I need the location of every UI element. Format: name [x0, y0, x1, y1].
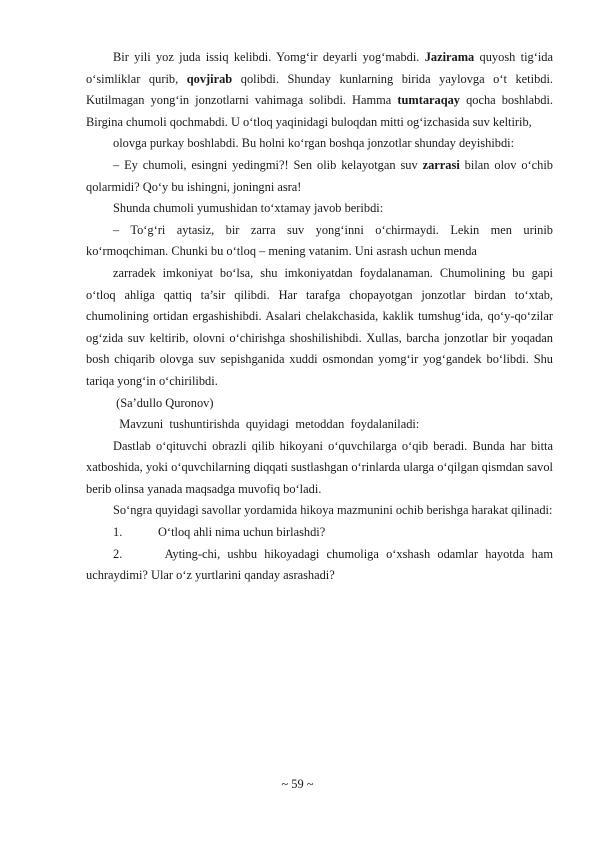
document-body [86, 47, 553, 587]
bold-term-tumtaraqay: tumtaraqay [397, 93, 460, 108]
text-run: Bir yili yoz juda issiq kelibdi. Yomg‘ir deyarli yog‘mabdi. [113, 50, 425, 64]
question-item-1 [86, 522, 553, 544]
method-heading: Mavzuni tushuntirishda quyidagi metoddan foydalaniladi: [113, 417, 420, 432]
question-item-2 [86, 544, 553, 587]
paragraph-4: Shunda chumoli yumushidan to‘xtamay javob beribdi: [113, 201, 384, 216]
text-run: qolibdi. Shunday kunlarning birida yaylovga o‘t ketibdi. Kutilmagan yong‘in jonzotlarni vahimaga solibdi. Hamma [86, 71, 553, 108]
bold-term-zarrasi: zarrasi [422, 157, 460, 172]
paragraph-3 [86, 155, 553, 198]
question-text: O‘tloq ahli nima uchun birlashdi? [158, 525, 326, 540]
question-text: Ayting-chi, ushbu hikoyadagi chumoliga o‘xshash odamlar hayotda ham uchraydimi? Ular o‘z yurtlarini qanday asrashadi? [86, 546, 553, 583]
text-run: qocha boshlabdi. Birgina chumoli qochmabdi. U o‘tloq yaqinidagi buloqdan mitti og‘izchasida suv keltirib, [86, 93, 554, 129]
text-run: bilan olov o‘chib qolarmidi? Qo‘y bu ishingni, joningni asra! [86, 157, 553, 194]
text-run: quyosh tig‘ida o‘simliklar qurib, [86, 50, 553, 86]
question-number: 2. [113, 546, 123, 561]
paragraph-10: So‘ngra quyidagi savollar yordamida hikoya mazmunini ochib berishga harakat qilinadi: [113, 503, 553, 518]
text-run: – Ey chumoli, esingni yedingmi?! Sen olib kelayotgan suv [113, 157, 423, 172]
paragraph-5: – To‘g‘ri aytasiz, bir zarra suv yong‘inni o‘chirmaydi. Lekin men urinib ko‘rmoqchiman. Chunki bu o‘tloq – mening vatanim. Uni asrash uchun menda [86, 222, 553, 259]
author-citation: (Sa’dullo Quronov) [113, 395, 214, 410]
paragraph-9: Dastlab o‘qituvchi obrazli qilib hikoyani o‘quvchilarga o‘qib beradi. Bunda har bitta xatboshida, yoki o‘quvchilarning diqqati sustlashgan o‘rinlarda ularga o‘qilgan qismdan savol berib olinsa yanada maqsadga muvofiq bo‘ladi. [86, 438, 553, 496]
page-number: ~ 59 ~ [281, 777, 314, 791]
bold-term-jazirama: Jazirama [424, 50, 475, 64]
question-number: 1. [113, 525, 123, 540]
paragraph-intro [86, 47, 553, 133]
paragraph-2: olovga purkay boshlabdi. Bu holni ko‘rgan boshqa jonzotlar shunday deyishibdi: [113, 136, 515, 151]
bold-term-qovjirab: qovjirab [186, 71, 233, 86]
paragraph-6: zarradek imkoniyat bo‘lsa, shu imkoniyatdan foydalanaman. Chumolining bu gapi o‘tloq ahliga qattiq ta’sir qilibdi. Har tarafga chopayotgan jonzotlar birdan to‘xtab, chumolining ortidan ergashishibdi. Asalari chelakchasida, kaklik tumshug‘ida, qo‘y-qo‘zilar og‘zida suv keltirib, olovni o‘chirishga shoshilishibdi. Xullas, barcha jonzotlar bir yoqadan bosh chiqarib olovga suv sepishganida xuddi osmondan yomg‘ir yog‘gandek bo‘libdi. Shu tariqa yong‘in o‘chirilibdi. [86, 265, 553, 388]
